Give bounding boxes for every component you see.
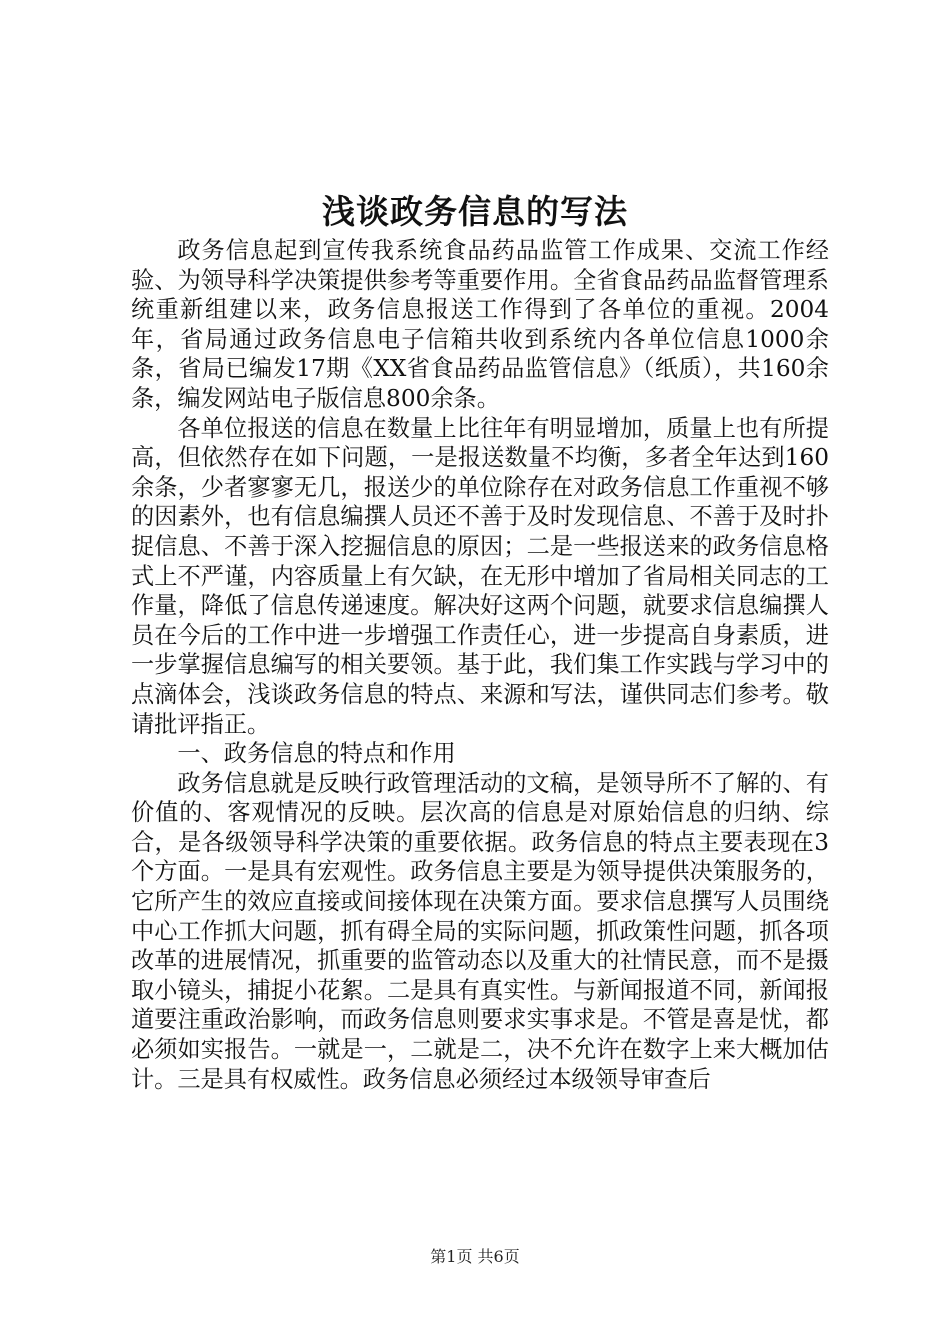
- page-footer: 第1页 共6页: [430, 1247, 520, 1266]
- section-heading-1: 一、政务信息的特点和作用: [177, 740, 456, 768]
- paragraph-characteristics: 政务信息就是反映行政管理活动的文稿，是领导所不了解的、有价值的、客观情况的反映。层次高的信息是对原始信息的归纳、综合，是各级领导科学决策的重要依据。政务信息的特点主要表现在3个方面。一是具有宏观性。政务信息主要是为领导提供决策服务的，它所产生的效应直接或间接体现在决策方面。要求信息撰写人员围绕中心工作抓大问题，抓有碍全局的实际问题，抓政策性问题，抓各项改革的进展情况，抓重要的监管动态以及重大的社情民意，而不是摄取小镜头，捕捉小花絮。二是具有真实性。与新闻报道不同，新闻报道要注重政治影响，而政务信息则要求实事求是。不管是喜是忧，都必须如实报告。一就是一，二就是二，决不允许在数字上来大概加估计。三是具有权威性。政务信息必须经过本级领导审查后: [131, 769, 829, 1093]
- paragraph-problems: 各单位报送的信息在数量上比往年有明显增加，质量上也有所提高，但依然存在如下问题，一是报送数量不均衡，多者全年达到160余条，少者寥寥无几，报送少的单位除存在对政务信息工作重视不够的因素外，也有信息编撰人员还不善于及时发现信息、不善于及时扑捉信息、不善于深入挖掘信息的原因；二是一些报送来的政务信息格式上不严谨，内容质量上有欠缺，在无形中增加了省局相关同志的工作量，降低了信息传递速度。解决好这两个问题，就要求信息编撰人员在今后的工作中进一步增强工作责任心，进一步提高自身素质，进一步掌握信息编写的相关要领。基于此，我们集工作实践与学习中的点滴体会，浅谈政务信息的特点、来源和写法，谨供同志们参考。敬请批评指正。: [131, 414, 829, 738]
- paragraph-intro: 政务信息起到宣传我系统食品药品监管工作成果、交流工作经验、为领导科学决策提供参考等重要作用。全省食品药品监督管理系统重新组建以来，政务信息报送工作得到了各单位的重视。2004年，省局通过政务信息电子信箱共收到系统内各单位信息1000余条，省局已编发17期《XX省食品药品监管信息》（纸质），共160余条，编发网站电子版信息800余条。: [131, 237, 829, 412]
- document-title: 浅谈政务信息的写法: [322, 192, 628, 231]
- document-body: [131, 236, 829, 1094]
